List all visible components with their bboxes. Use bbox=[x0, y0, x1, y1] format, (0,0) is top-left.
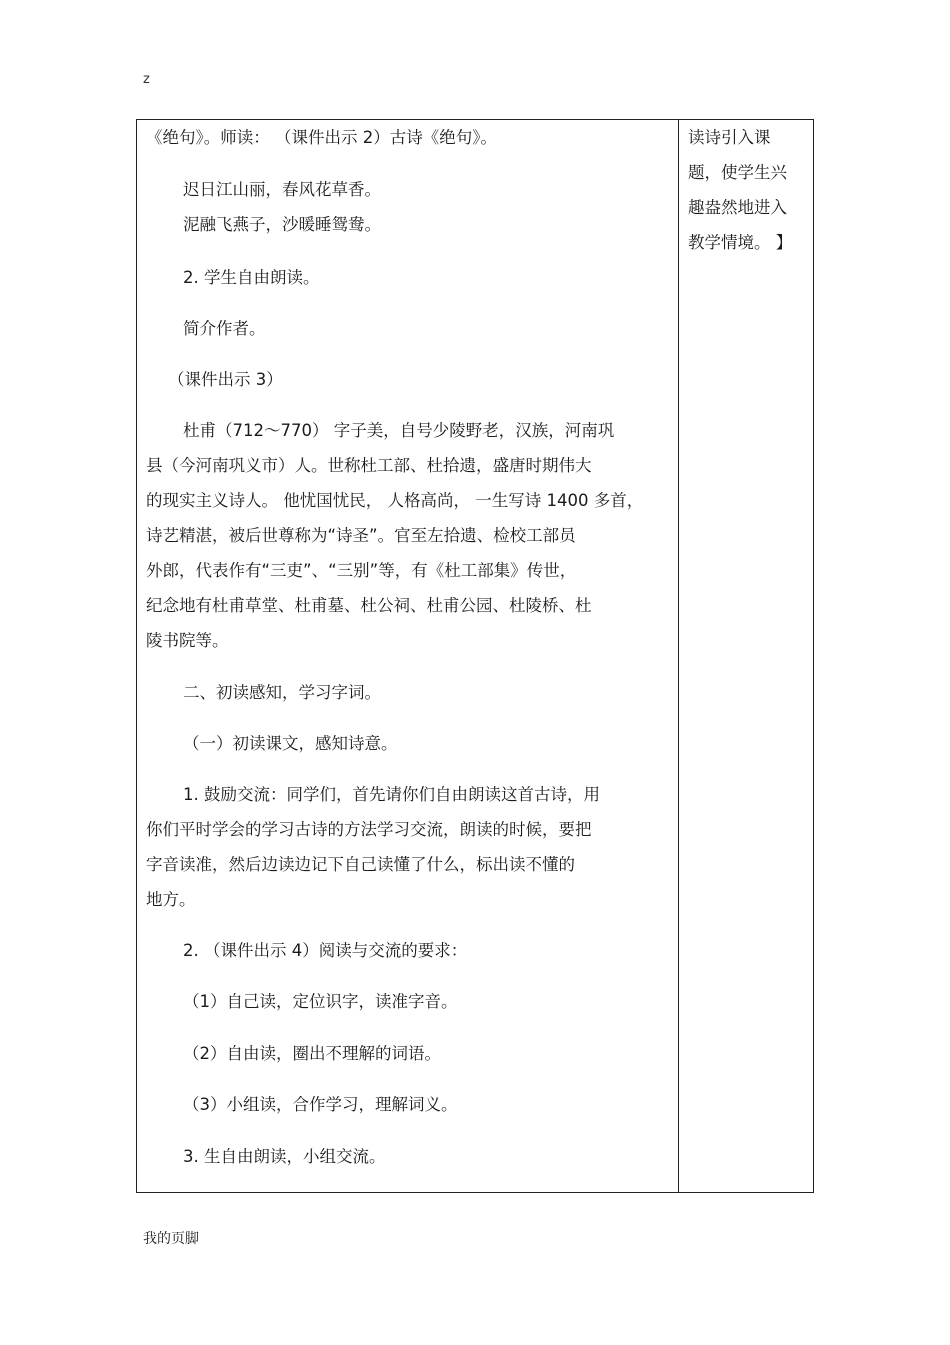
page-header-mark: z bbox=[143, 72, 150, 87]
poem-line: 泥融飞燕子，沙暖睡鸳鸯。 bbox=[183, 215, 381, 234]
section-heading: 二、初读感知，学习字词。 bbox=[183, 683, 381, 702]
author-line: 纪念地有杜甫草堂、杜甫墓、杜公祠、杜甫公园、杜陵桥、杜 bbox=[146, 596, 592, 615]
main-line: 《绝句》。师读： （课件出示 2）古诗《绝句》。 bbox=[146, 128, 497, 147]
main-line: 你们平时学会的学习古诗的方法学习交流，朗读的时候，要把 bbox=[146, 820, 592, 839]
main-line: 地方。 bbox=[146, 890, 196, 909]
author-line: 诗艺精湛，被后世尊称为“诗圣”。官至左拾遗、检校工部员 bbox=[146, 526, 576, 545]
side-note-line: 题，使学生兴 bbox=[688, 163, 787, 182]
subsection-heading: （一）初读课文，感知诗意。 bbox=[183, 734, 398, 753]
side-note-line: 教学情境。 】 bbox=[688, 233, 793, 252]
main-line: 简介作者。 bbox=[183, 319, 266, 338]
author-line: 杜甫（712～770） 字子美，自号少陵野老，汉族，河南巩 bbox=[183, 421, 615, 440]
side-note-line: 读诗引入课 bbox=[688, 128, 771, 147]
main-line: 2. 学生自由朗读。 bbox=[183, 268, 320, 287]
requirement-item: （1）自己读，定位识字，读准字音。 bbox=[183, 992, 458, 1011]
column-divider bbox=[678, 120, 679, 1192]
main-line: 3. 生自由朗读，小组交流。 bbox=[183, 1147, 386, 1166]
author-line: 外郎，代表作有“三吏”、“三别”等，有《杜工部集》传世， bbox=[146, 561, 577, 580]
side-note-line: 趣盎然地进入 bbox=[688, 198, 787, 217]
main-line: 字音读准，然后边读边记下自己读懂了什么，标出读不懂的 bbox=[146, 855, 575, 874]
page-footer: 我的页脚 bbox=[143, 1231, 199, 1247]
requirement-item: （2）自由读，圈出不理解的词语。 bbox=[183, 1044, 441, 1063]
lesson-table bbox=[136, 119, 814, 1193]
main-line: （课件出示 3） bbox=[168, 370, 283, 389]
main-line: 1. 鼓励交流：同学们，首先请你们自由朗读这首古诗，用 bbox=[183, 785, 600, 804]
requirement-item: （3）小组读，合作学习，理解词义。 bbox=[183, 1095, 458, 1114]
author-line: 县（今河南巩义市）人。世称杜工部、杜拾遗，盛唐时期伟大 bbox=[146, 456, 592, 475]
author-line: 陵书院等。 bbox=[146, 631, 229, 650]
author-line: 的现实主义诗人。 他忧国忧民， 人格高尚， 一生写诗 1400 多首， bbox=[146, 491, 644, 510]
main-line: 2. （课件出示 4）阅读与交流的要求： bbox=[183, 941, 468, 960]
poem-line: 迟日江山丽，春风花草香。 bbox=[183, 180, 381, 199]
